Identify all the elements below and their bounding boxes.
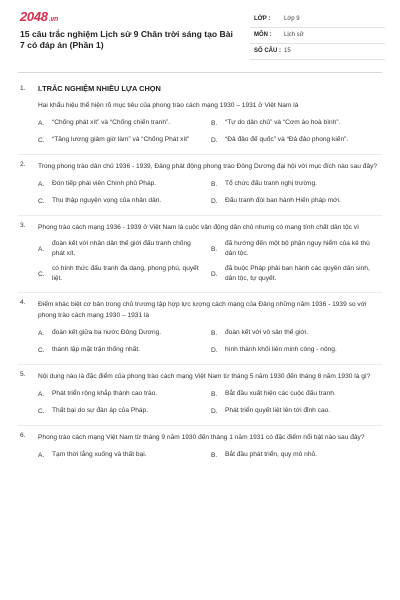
option-letter: C. [38,407,45,415]
question-number: 3. [20,222,26,229]
question-number: 5. [20,371,26,378]
option-text: Phát triển rộng khắp thành cao trào. [52,390,158,397]
option-a[interactable] [38,117,211,129]
option-a[interactable] [38,388,211,400]
option-letter: B. [211,119,218,127]
section-heading [0,78,400,98]
option-letter: A. [38,329,45,337]
option-list [38,449,400,461]
option-d[interactable] [211,344,384,356]
option-letter: B. [211,180,218,188]
option-letter: B. [211,390,218,398]
meta-row-count [250,44,385,60]
option-text: Bắt đầu phát triển, quy mô nhỏ. [225,451,318,458]
option-letter: B. [211,329,218,337]
question-text: Phong trào cách mạng 1936 - 1939 ở Việt Nam là cuộc vận động dân chủ nhưng có mang tính chất dân tộc vì [38,224,359,231]
meta-value: Lịch sử [284,32,304,38]
option-b[interactable] [211,178,384,190]
option-c[interactable] [38,264,211,284]
option-b[interactable] [211,388,384,400]
question-item [0,100,400,146]
option-letter: C. [38,270,45,278]
question-item [0,222,400,284]
option-text: thành lập mặt trận thống nhất. [52,346,140,353]
logo-suffix: .vn [48,16,58,23]
option-text: “Tự do dân chủ” và “Cơm áo hoà bình”. [225,119,341,126]
option-b[interactable] [211,327,384,339]
option-c[interactable] [38,134,211,146]
question-text: Trong phong trào dân chủ 1936 - 1939, Đảng phát động phong trào Đông Dương đại hội với mục đích nào sau đây? [38,163,378,170]
meta-key: MÔN : [254,32,272,38]
option-letter: A. [38,390,45,398]
option-list [38,178,400,207]
page-title: 15 câu trắc nghiệm Lịch sử 9 Chân trời sáng tạo Bài 7 có đáp án (Phần 1) [20,29,233,50]
option-letter: C. [38,346,45,354]
question-item [0,432,400,461]
question-text: Điểm khác biệt cơ bản trong chủ trương tập hợp lực lượng cách mạng của Đảng những năm 1936 - 1939 so với phong trào cách mạng 1930 – 1931 là [38,301,367,319]
option-list [38,327,400,356]
question-text: Hai khẩu hiệu thể hiện rõ mục tiêu của phong trào cách mạng 1930 – 1931 ở Việt Nam là [38,102,299,109]
meta-value: Lớp 9 [284,16,300,22]
option-letter: C. [38,197,45,205]
option-letter: D. [211,197,218,205]
option-text: Bắt đầu xuất hiện các cuộc đấu tranh. [225,390,336,397]
option-letter: B. [211,245,218,253]
question-text: Nội dung nào là đặc điểm của phong trào cách mạng Việt Nam từ tháng 5 năm 1930 đến tháng 8 năm 1930 là gì? [38,373,371,380]
header [0,0,400,70]
meta-row-subject [250,28,385,44]
question-divider [18,425,382,426]
option-text: đã buộc Pháp phải ban hành các quyền dân sinh, dân tộc, tự quyết. [225,265,370,282]
site-logo[interactable] [20,9,58,24]
logo-text: 2048 [20,9,48,24]
option-letter: B. [211,451,218,459]
question-divider [18,154,382,155]
option-c[interactable] [38,195,211,207]
option-text: có hình thức đấu tranh đa dạng, phong phú, quyết liệt. [52,265,199,282]
option-letter: A. [38,245,45,253]
option-list [38,239,400,284]
option-text: Đấu tranh đòi ban hành Hiến pháp mới. [225,197,341,204]
option-text: đoàn kết với vô sản thế giới. [225,329,309,336]
meta-row-class [250,12,385,28]
question-item [0,371,400,417]
option-letter: D. [211,346,218,354]
section-number: 1. [20,85,26,92]
option-a[interactable] [38,178,211,190]
option-a[interactable] [38,449,211,461]
question-item [0,161,400,207]
option-text: Tổ chức đấu tranh nghị trường. [225,180,317,187]
option-text: đoàn kết với nhân dân thế giới đấu tranh chống phát xít. [52,240,191,257]
option-d[interactable] [211,134,384,146]
option-list [38,117,400,146]
meta-key: SỐ CÂU : [254,48,281,54]
option-b[interactable] [211,239,384,259]
option-text: “Đả đảo đế quốc” và “Đả đảo phong kiến”. [225,136,349,143]
option-text: “Chống phát xít” và “Chống chiến tranh”. [52,119,171,126]
option-letter: A. [38,119,45,127]
option-b[interactable] [211,117,384,129]
header-divider [18,72,382,73]
option-letter: D. [211,270,218,278]
option-text: Tạm thời lắng xuống và thất bại. [52,451,147,458]
option-list [38,388,400,417]
option-text: Thất bại do sự đàn áp của Pháp. [52,407,149,414]
option-text: đoàn kết giữa ba nước Đông Dương. [52,329,162,336]
option-letter: A. [38,451,45,459]
question-number: 2. [20,161,26,168]
option-d[interactable] [211,195,384,207]
option-letter: C. [38,136,45,144]
option-text: Thu thập nguyện vọng của nhân dân. [52,197,162,204]
option-a[interactable] [38,327,211,339]
question-list [0,78,400,461]
option-text: Phát triển quyết liệt lên tới đỉnh cao. [225,407,331,414]
meta-value: 15 [284,48,291,54]
doc-meta-table [250,12,385,60]
section-title: I.TRẮC NGHIỆM NHIỀU LỰA CHỌN [38,84,161,93]
option-text: “Tăng lương giảm giờ làm” và “Chống Phát xít” [52,136,190,143]
option-a[interactable] [38,239,211,259]
option-d[interactable] [211,405,384,417]
question-number: 4. [20,299,26,306]
option-text: Đón tiếp phái viên Chính phủ Pháp. [52,180,157,187]
option-letter: D. [211,136,218,144]
option-d[interactable] [211,264,384,284]
option-c[interactable] [38,405,211,417]
option-text: đã hướng đến một bộ phận nguy hiểm của kẻ thù dân tộc. [225,240,370,257]
option-b[interactable] [211,449,384,461]
option-text: hình thành khối liên minh công - nông. [225,346,337,353]
question-text: Phong trào cách mạng Việt Nam từ tháng 9 năm 1930 đến tháng 1 năm 1931 có đặc điểm nổi bật nào sau đây? [38,434,365,441]
question-divider [18,364,382,365]
question-divider [18,292,382,293]
option-c[interactable] [38,344,211,356]
question-number: 6. [20,432,26,439]
option-letter: D. [211,407,218,415]
question-divider [18,215,382,216]
meta-key: LỚP : [254,16,271,22]
question-item [0,299,400,356]
option-letter: A. [38,180,45,188]
